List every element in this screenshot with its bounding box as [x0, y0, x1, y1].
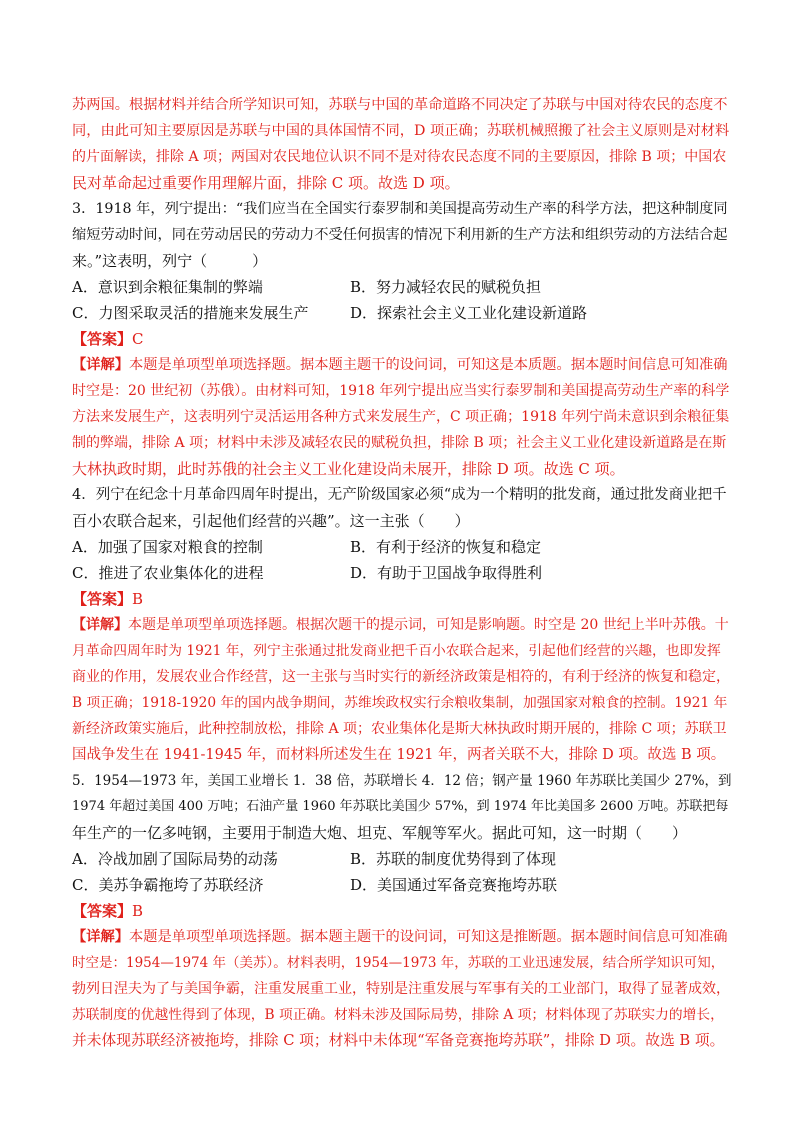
prev-explanation-line: 同，由此可知主要原因是苏联与中国的具体国情不同，D 项正确；苏联机械照搬了社会主义原则是对材料	[72, 123, 730, 139]
detail-text: 本题是单项型单项选择题。据本题主题干的设问词，可知这是推断题。据本题时间信息可知准确	[129, 929, 728, 945]
question-3-detail: 大林执政时期，此时苏俄的社会主义工业化建设尚未展开，排除 D 项。故选 C 项。	[72, 460, 625, 478]
question-5-detail: 勃列日涅夫为了与美国争霸，注重发展重工业，特别是注重发展与军事有关的工业部门，取得了显著成效，	[72, 981, 730, 997]
answer-value: C	[132, 330, 144, 348]
question-4-detail: B 项正确；1918-1920 年的国内战争期间，苏维埃政权实行余粮收集制，加强国家对粮食的控制。1921 年	[72, 695, 728, 711]
question-4-answer	[72, 586, 732, 612]
question-3-stem: 来。”这表明，列宁（ ）	[72, 252, 268, 270]
question-3-option-d: D．探索社会主义工业化建设新道路	[350, 304, 588, 322]
question-5-detail	[72, 924, 732, 950]
question-3-option-c: C．力图采取灵活的措施来发展生产	[72, 304, 309, 322]
question-5-detail: 时空是：1954—1974 年（美苏）。材料表明，1954—1973 年，苏联的工业迅速发展，结合所学知识可知，	[72, 955, 725, 971]
question-5-detail: 并未体现苏联经济被拖垮，排除 C 项；材料中未体现“军备竞赛拖垮苏联”，排除 D 项。故选 B 项。	[72, 1032, 725, 1049]
answer-tag: 【答案】	[72, 590, 133, 608]
prev-explanation-line: 苏两国。根据材料并结合所学知识可知，苏联与中国的革命道路不同决定了苏联与中国对待农民的态度不	[72, 97, 728, 113]
question-5-stem: 年生产的一亿多吨钢，主要用于制造大炮、坦克、军舰等军火。据此可知，这一时期（ ）	[72, 824, 688, 842]
question-4-option-c: C．推进了农业集体化的进程	[72, 564, 264, 582]
question-4-option-d: D．有助于卫国战争取得胜利	[350, 564, 543, 582]
question-4-detail: 新经济政策实施后，此种控制放松，排除 A 项；农业集体化是斯大林执政时期开展的，排除 C 项；苏联卫	[72, 721, 727, 737]
question-4-stem: 4．列宁在纪念十月革命四周年时提出，无产阶级国家必须“成为一个精明的批发商，通过批发商业把千	[72, 487, 727, 503]
question-5-option-c: C．美苏争霸拖垮了苏联经济	[72, 876, 264, 894]
answer-tag: 【答案】	[72, 902, 133, 920]
detail-tag: 【详解】	[72, 357, 130, 373]
question-3-detail: 时空是：20 世纪初（苏俄）。由材料可知，1918 年列宁提出应当实行泰罗制和美国提高劳动生产率的科学	[72, 383, 730, 399]
question-5-option-d: D．美国通过军备竞赛拖垮苏联	[350, 876, 558, 894]
question-4-option-a: A．加强了国家对粮食的控制	[72, 538, 263, 556]
question-3-stem: 3．1918 年，列宁提出：“我们应当在全国实行泰罗制和美国提高劳动生产率的科学方法，把这种制度同	[72, 201, 728, 217]
question-4-stem: 百小农联合起来，引起他们经营的兴趣”。这一主张（ ）	[72, 512, 470, 530]
answer-value: B	[132, 902, 144, 920]
question-3-detail: 制的弊端，排除 A 项；材料中未涉及减轻农民的赋税负担，排除 B 项；社会主义工业化建设新道路是在斯	[72, 435, 727, 451]
prev-explanation-line: 民对革命起过重要作用理解片面，排除 C 项。故选 D 项。	[72, 174, 460, 192]
detail-text: 本题是单项型单项选择题。据本题主题干的设问词，可知这是本质题。据本题时间信息可知准确	[129, 357, 728, 373]
question-5-option-b: B．苏联的制度优势得到了体现	[350, 850, 557, 868]
detail-tag: 【详解】	[72, 929, 130, 945]
answer-tag: 【答案】	[72, 330, 133, 348]
prev-explanation-line: 的片面解读，排除 A 项；两国对农民地位认识不同不是对待农民态度不同的主要原因，排除 B 项；中国农	[72, 149, 727, 165]
question-3-detail	[72, 352, 732, 378]
question-5-option-a: A．冷战加剧了国际局势的动荡	[72, 850, 278, 868]
question-3-option-a: A．意识到余粮征集制的弊端	[72, 278, 263, 296]
question-3-option-b: B．努力减轻农民的赋税负担	[350, 278, 542, 296]
question-4-detail	[72, 612, 732, 638]
question-5-answer	[72, 898, 732, 924]
question-4-option-b: B．有利于经济的恢复和稳定	[350, 538, 542, 556]
question-3-stem: 缩短劳动时间，同在劳动居民的劳动力不受任何损害的情况下利用新的生产方法和组织劳动的方法结合起	[72, 227, 728, 243]
question-4-detail: 商业的作用，发展农业合作经营，这一主张与当时实行的新经济政策是相符的，有利于经济的恢复和稳定，	[72, 669, 730, 685]
question-5-stem: 1974 年超过美国 400 万吨；石油产量 1960 年苏联比美国少 57%，到 1974 年比美国多 2600 万吨。苏联把每	[72, 799, 729, 814]
detail-tag: 【详解】	[72, 617, 128, 633]
question-3-answer	[72, 326, 732, 352]
question-4-detail: 国战争发生在 1941-1945 年，而材料所述发生在 1921 年，两者关联不大，排除 D 项。故选 B 项。	[72, 747, 726, 763]
detail-text: 本题是单项型单项选择题。根据次题干的提示词，可知是影响题。时空是 20 世纪上半叶苏俄。十	[128, 617, 729, 633]
question-5-stem: 5．1954—1973 年，美国工业增长 1．38 倍，苏联增长 4．12 倍；钢产量 1960 年苏联比美国少 27%，到	[72, 773, 732, 789]
question-5-detail: 苏联制度的优越性得到了体现，B 项正确。材料未涉及国际局势，排除 A 项；材料体现了苏联实力的增长，	[72, 1007, 724, 1023]
question-4-detail: 月革命四周年时为 1921 年，列宁主张通过批发商业把千百小农联合起来，引起他们经营的兴趣，也即发挥	[72, 643, 721, 659]
question-3-detail: 方法来发展生产，这表明列宁灵活运用各种方式来发展生产，C 项正确；1918 年列宁尚未意识到余粮征集	[72, 409, 730, 425]
answer-value: B	[132, 590, 144, 608]
